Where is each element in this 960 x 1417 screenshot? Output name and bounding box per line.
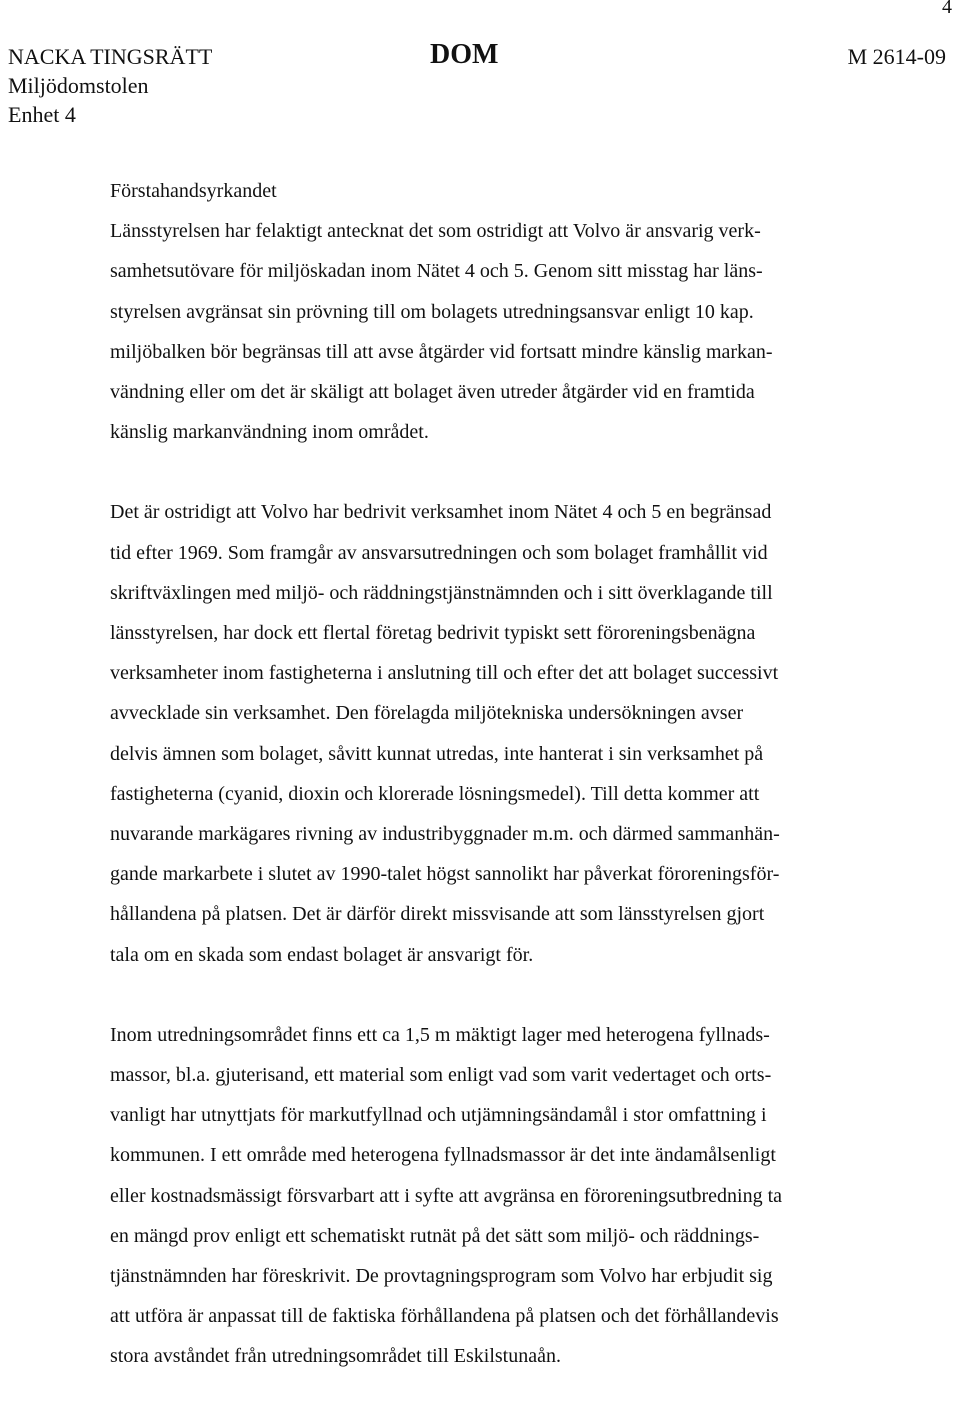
header-court-block [8,42,212,129]
text-line: vanligt har utnyttjats för markutfyllnad och utjämningsändamål i stor omfattning i [110,1104,767,1127]
text-line: gande markarbete i slutet av 1990-talet högst sannolikt har påverkat föroreningsför- [110,863,780,886]
text-line: Länsstyrelsen har felaktigt antecknat det som ostridigt att Volvo är ansvarig verk- [110,220,761,243]
text-line: stora avståndet från utredningsområdet till Eskilstunaån. [110,1345,561,1368]
document-body [110,171,900,1417]
body-paragraph [110,211,900,452]
text-line: hållandena på platsen. Det är därför direkt missvisande att som länsstyrelsen gjort [110,903,765,926]
text-line: tala om en skada som endast bolaget är ansvarigt för. [110,943,534,966]
text-line: massor, bl.a. gjuterisand, ett material som enligt vad som varit vedertaget och orts- [110,1064,772,1087]
court-name: NACKA TINGSRÄTT [8,44,213,69]
text-line: kommunen. I ett område med heterogena fyllnadsmassor är det inte ändamålsenligt [110,1144,776,1167]
text-line: Det är ostridigt att Volvo har bedrivit verksamhet inom Nätet 4 och 5 en begränsad [110,501,772,524]
case-number: M 2614-09 [847,44,946,69]
text-line: länsstyrelsen, har dock ett flertal företag bedrivit typiskt sett föroreningsbenägna [110,622,756,645]
text-line: verksamheter inom fastigheterna i anslutning till och efter det att bolaget successivt [110,662,779,685]
text-line: känslig markanvändning inom området. [110,421,429,444]
court-division: Miljödomstolen [8,73,149,98]
paragraph-list [110,211,900,1376]
text-line: fastigheterna (cyanid, dioxin och klorerade lösningsmedel). Till detta kommer att [110,782,760,805]
text-line: avvecklade sin verksamhet. Den förelagda miljötekniska undersökningen avser [110,702,744,725]
text-line: delvis ämnen som bolaget, såvitt kunnat utredas, inte hanterat i sin verksamhet på [110,742,764,765]
text-line: tid efter 1969. Som framgår av ansvarsutredningen och som bolaget framhållit vid [110,541,768,564]
text-line: styrelsen avgränsat sin prövning till om bolagets utredningsansvar enligt 10 kap. [110,300,754,323]
text-line: nuvarande markägares rivning av industribyggnader m.m. och därmed sammanhän- [110,823,780,846]
court-unit: Enhet 4 [8,102,76,127]
body-paragraph [110,1015,900,1377]
text-line: en mängd prov enligt ett schematiskt rutnät på det sätt som miljö- och räddnings- [110,1224,760,1247]
document-type: DOM [430,39,499,70]
text-line: samhetsutövare för miljöskadan inom Nätet 4 och 5. Genom sitt misstag har läns- [110,260,763,283]
text-line: Inom utredningsområdet finns ett ca 1,5 m mäktigt lager med heterogena fyllnads- [110,1023,770,1046]
text-line: att utföra är anpassat till de faktiska förhållandena på platsen och det förhållandevis [110,1305,779,1328]
document-header [8,38,946,128]
text-line: tjänstnämnden har föreskrivit. De provtagningsprogram som Volvo har erbjudit sig [110,1265,773,1288]
text-line: vändning eller om det är skäligt att bolaget även utreder åtgärder vid en framtida [110,381,755,404]
text-line: skriftväxlingen med miljö- och räddningstjänstnämnden och i sitt överklagande till [110,581,773,604]
page-number: 4 [942,0,952,18]
text-line: eller kostnadsmässigt försvarbart att i syfte att avgränsa en föroreningsutbredning ta [110,1184,783,1207]
section-heading: Förstahandsyrkandet [110,180,277,202]
body-paragraph [110,492,900,974]
text-line: miljöbalken bör begränsas till att avse åtgärder vid fortsatt mindre känslig markan- [110,340,773,363]
